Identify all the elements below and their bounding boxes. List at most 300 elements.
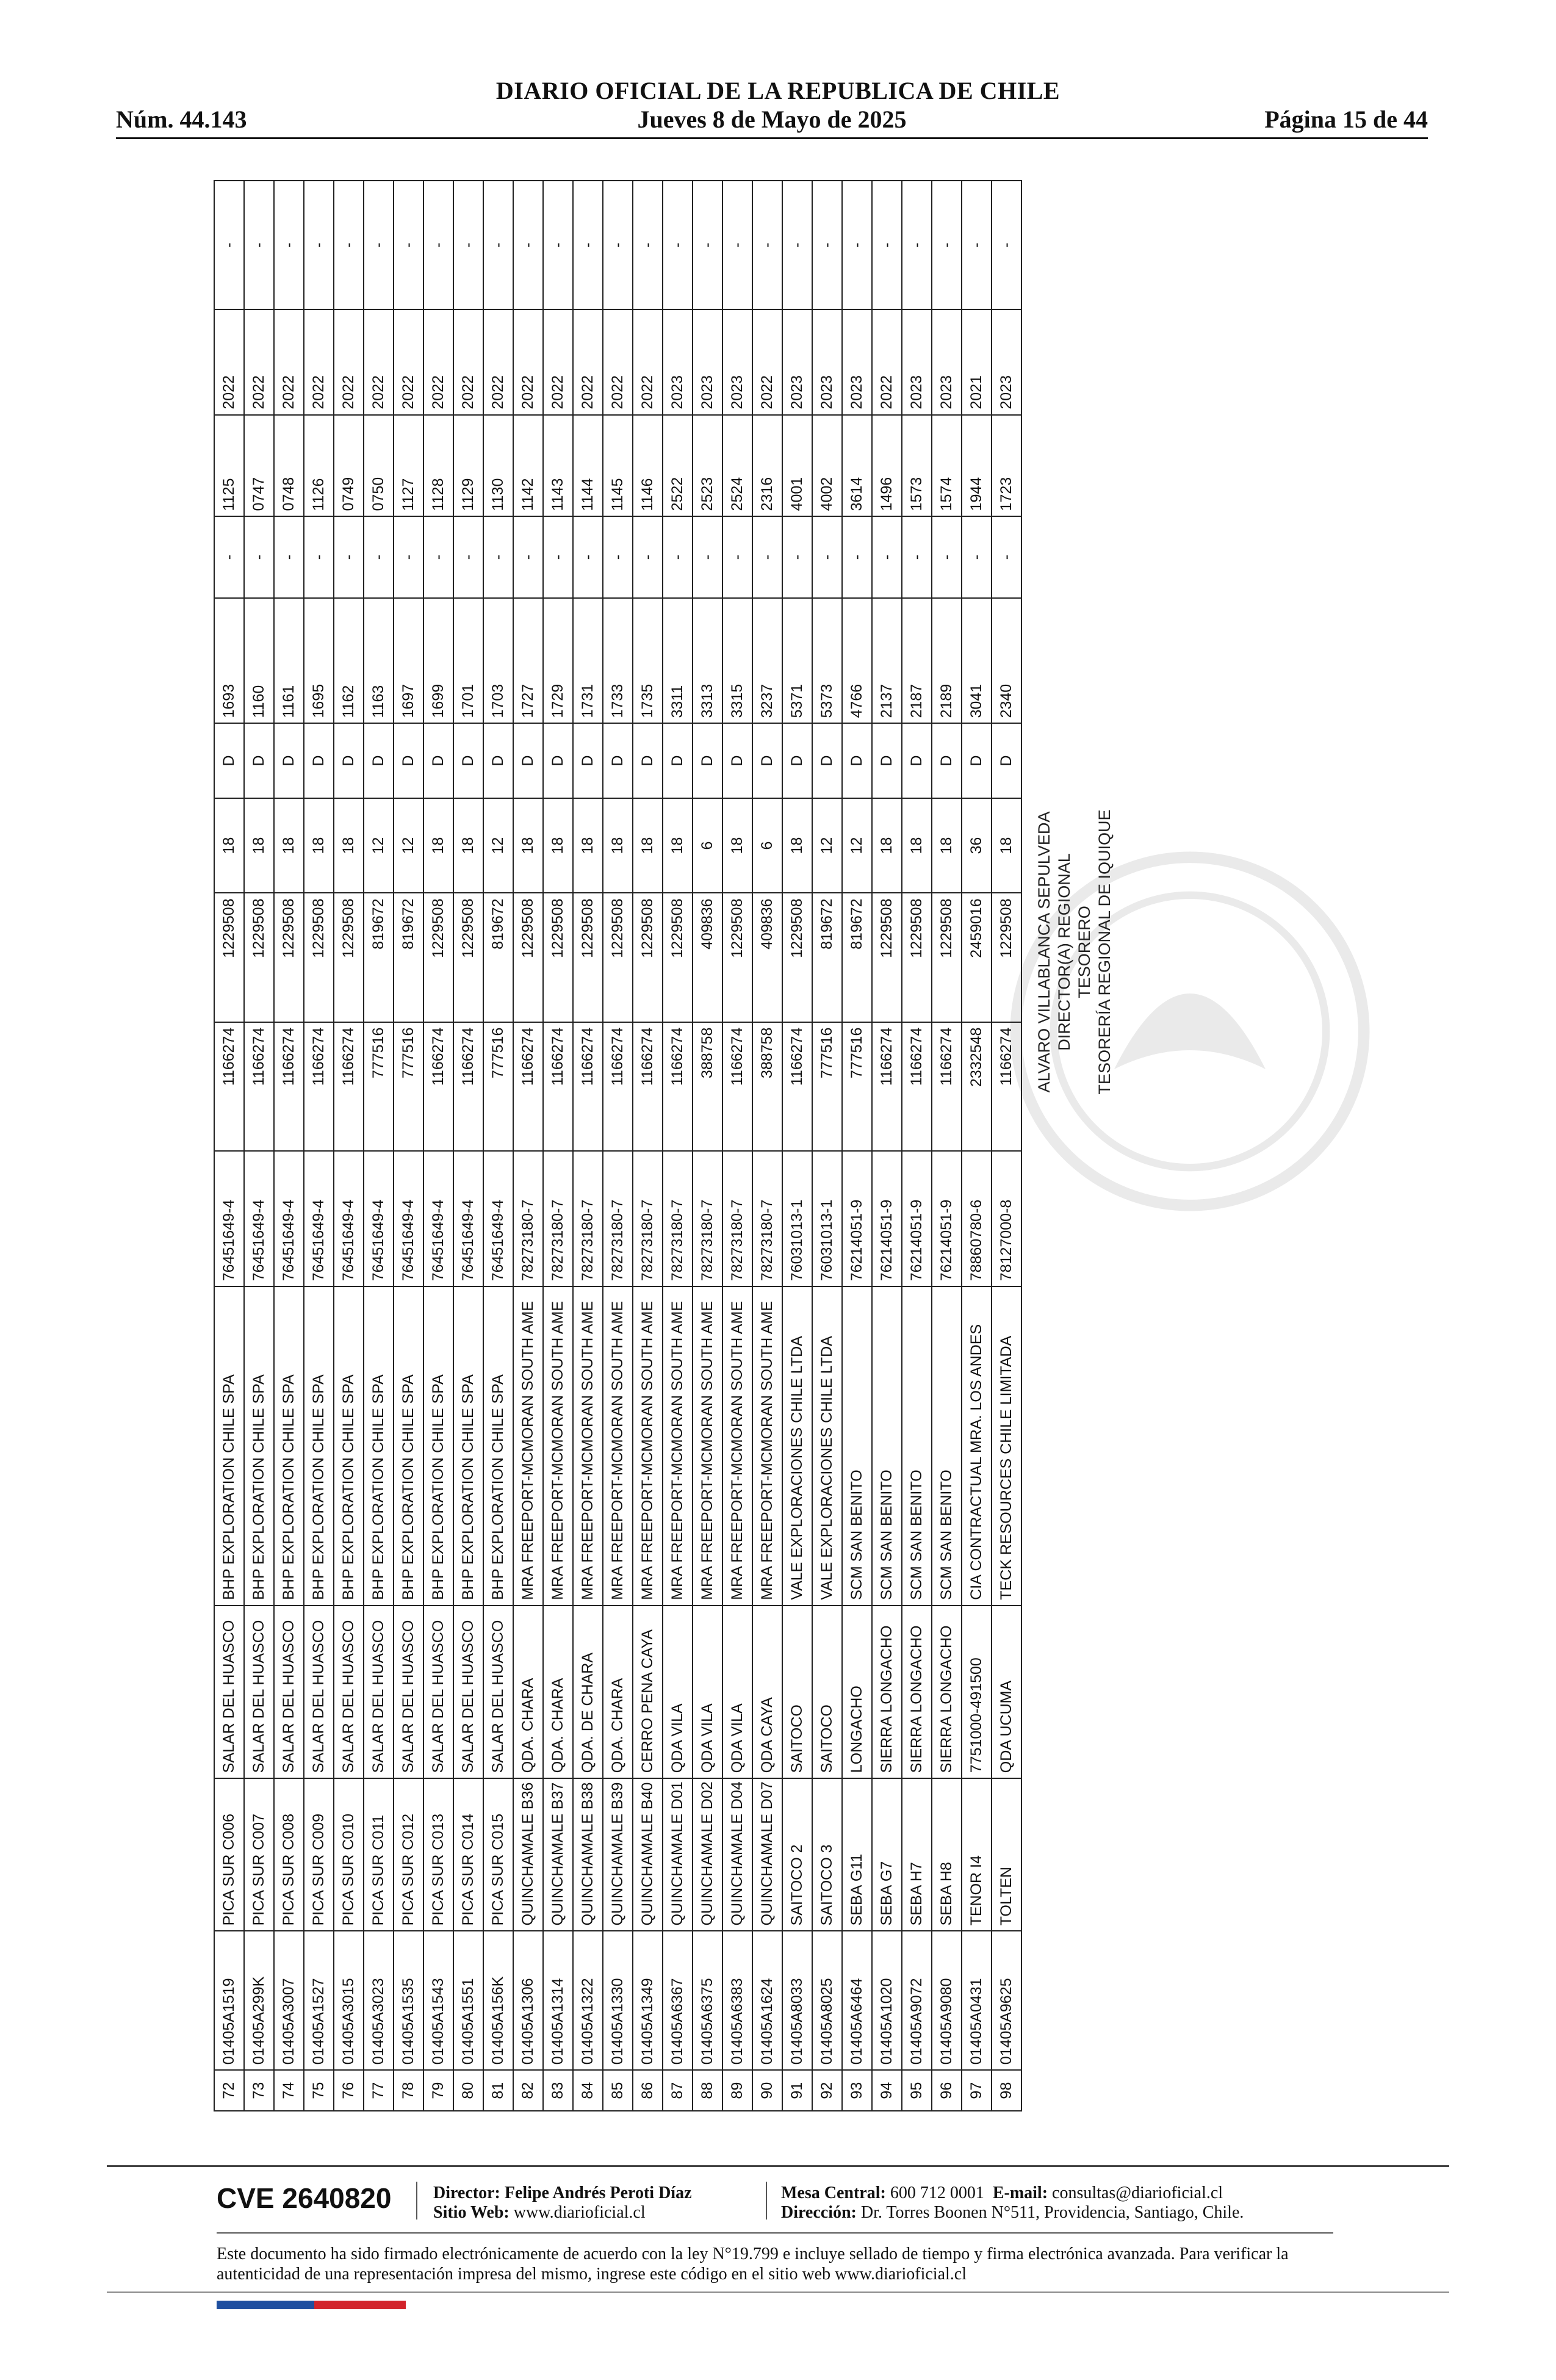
table-cell: MRA FREEPORT-MCMORAN SOUTH AME [543,1286,573,1606]
table-cell: BHP EXPLORATION CHILE SPA [274,1286,304,1606]
table-cell: 819672 [812,893,842,1022]
table-cell: 1126 [304,415,334,517]
table-cell: D [543,723,573,798]
table-cell: D [334,723,364,798]
director-name: Director: Felipe Andrés Peroti Díaz [433,2183,692,2202]
table-cell: 78273180-7 [513,1151,543,1286]
table-cell: - [842,516,872,597]
cve-code: CVE 2640820 [217,2182,392,2214]
table-cell: 1229508 [932,893,962,1022]
table-cell: - [483,181,513,309]
table-cell: SALAR DEL HUASCO [304,1606,334,1779]
table-cell: 1144 [573,415,603,517]
table-cell: 18 [663,798,693,893]
table-cell: D [663,723,693,798]
table-cell: 85 [603,2070,633,2111]
table-cell: 72 [214,2070,244,2111]
table-cell: 1229508 [603,893,633,1022]
issue-number: Núm. 44.143 [116,106,247,133]
table-cell: QUINCHAMALE B40 [633,1778,663,1931]
table-cell: - [214,516,244,597]
table-cell: QDA. CHARA [543,1606,573,1779]
table-cell: - [543,181,573,309]
table-cell: QDA VILA [722,1606,752,1779]
table-cell: 2023 [992,309,1021,414]
table-cell: - [334,181,364,309]
table-cell: 2022 [214,309,244,414]
table-cell: 01405A1314 [543,1931,573,2070]
table-cell: 2022 [483,309,513,414]
table-cell: 01405A9625 [992,1931,1021,2070]
table-cell: MRA FREEPORT-MCMORAN SOUTH AME [752,1286,782,1606]
table-row [304,181,334,2111]
table-cell: - [782,516,812,597]
table-row [214,181,244,2111]
table-cell: - [902,516,932,597]
table-cell: 01405A9072 [902,1931,932,2070]
table-cell: BHP EXPLORATION CHILE SPA [364,1286,394,1606]
table-cell: VALE EXPLORACIONES CHILE LTDA [812,1286,842,1606]
table-cell: 1727 [513,598,543,724]
table-cell: PICA SUR C009 [304,1778,334,1931]
table-cell: 2022 [603,309,633,414]
table-cell: 01405A8033 [782,1931,812,2070]
mesa-label: Mesa Central: [781,2183,886,2202]
concessions-table [214,180,1022,2111]
table-cell: 3041 [962,598,992,724]
table-cell: D [902,723,932,798]
table-cell: 3313 [693,598,722,724]
table-cell: QDA CAYA [752,1606,782,1779]
table-cell: - [423,516,453,597]
table-cell: SAITOCO 3 [812,1778,842,1931]
table-cell: QUINCHAMALE B37 [543,1778,573,1931]
signature-block [1034,586,1156,1318]
signer-office: TESORERÍA REGIONAL DE IQUIQUE [1095,809,1114,1095]
table-cell: D [453,723,483,798]
table-cell: 1166274 [782,1022,812,1151]
table-cell: - [543,516,573,597]
table-cell: D [513,723,543,798]
table-cell: 2022 [423,309,453,414]
table-cell: 12 [394,798,423,893]
table-cell: SALAR DEL HUASCO [244,1606,274,1779]
table-cell: 76031013-1 [782,1151,812,1286]
table-cell: BHP EXPLORATION CHILE SPA [394,1286,423,1606]
table-cell: 1166274 [513,1022,543,1151]
table-cell: 79 [423,2070,453,2111]
table-cell: 1166274 [274,1022,304,1151]
table-cell: 777516 [842,1022,872,1151]
table-cell: 1166274 [603,1022,633,1151]
table-cell: - [633,516,663,597]
table-cell: TECK RESOURCES CHILE LIMITADA [992,1286,1021,1606]
footer-separator [416,2182,417,2220]
table-cell: 819672 [364,893,394,1022]
table-cell: D [214,723,244,798]
table-cell: 1729 [543,598,573,724]
table-cell: - [244,516,274,597]
table-cell: 78273180-7 [573,1151,603,1286]
web-link[interactable]: www.diarioficial.cl [513,2203,646,2222]
legal-notice: Este documento ha sido firmado electrónicamente de acuerdo con la ley N°19.799 e incluye sellado de tiempo y firma electrónica avanzada. Para verificar la autenticidad de una representación impresa del mismo, ingrese este código en el sitio web www.diarioficial.cl [217,2245,1289,2284]
table-cell: - [693,181,722,309]
table-cell: 18 [304,798,334,893]
table-cell: 4766 [842,598,872,724]
table-cell: 1229508 [663,893,693,1022]
table-cell: 1166274 [543,1022,573,1151]
table-cell: 3315 [722,598,752,724]
table-cell: 18 [453,798,483,893]
table-cell: 2137 [872,598,902,724]
table-cell: - [304,516,334,597]
table-cell: 01405A6375 [693,1931,722,2070]
table-cell: 7751000-491500 [962,1606,992,1779]
table-cell: SALAR DEL HUASCO [453,1606,483,1779]
table-cell: VALE EXPLORACIONES CHILE LTDA [782,1286,812,1606]
table-cell: 18 [603,798,633,893]
table-cell: 2023 [782,309,812,414]
table-cell: - [752,181,782,309]
table-cell: 1699 [423,598,453,724]
table-cell: 1143 [543,415,573,517]
table-cell: D [872,723,902,798]
table-cell: BHP EXPLORATION CHILE SPA [483,1286,513,1606]
table-cell: 2023 [842,309,872,414]
table-cell: 1166274 [423,1022,453,1151]
table-cell: - [932,181,962,309]
table-cell: 1733 [603,598,633,724]
table-cell: PICA SUR C014 [453,1778,483,1931]
table-cell: QDA UCUMA [992,1606,1021,1779]
table-cell: MRA FREEPORT-MCMORAN SOUTH AME [603,1286,633,1606]
table-cell: TENOR I4 [962,1778,992,1931]
table-cell: 18 [992,798,1021,893]
table-cell: 1129 [453,415,483,517]
table-cell: 2022 [334,309,364,414]
table-cell: D [603,723,633,798]
table-cell: SALAR DEL HUASCO [483,1606,513,1779]
table-cell: 73 [244,2070,274,2111]
table-cell: 1229508 [543,893,573,1022]
table-cell: 1166274 [902,1022,932,1151]
table-cell: SALAR DEL HUASCO [214,1606,244,1779]
table-cell: 01405A3015 [334,1931,364,2070]
table-cell: 75 [304,2070,334,2111]
table-row [992,181,1021,2111]
table-cell: 76214051-9 [872,1151,902,1286]
table-row [274,181,304,2111]
table-cell: 92 [812,2070,842,2111]
mesa-phone: 600 712 0001 [890,2183,984,2202]
web-label: Sitio Web: [433,2203,510,2222]
table-cell: MRA FREEPORT-MCMORAN SOUTH AME [573,1286,603,1606]
table-cell: 2022 [752,309,782,414]
table-cell: SEBA H7 [902,1778,932,1931]
table-cell: D [752,723,782,798]
table-cell: 2022 [244,309,274,414]
footer-rule [107,2292,1449,2293]
table-cell: PICA SUR C010 [334,1778,364,1931]
table-cell: 1723 [992,415,1021,517]
table-cell: 1128 [423,415,453,517]
footer-rule [107,2165,1449,2167]
page-indicator: Página 15 de 44 [1264,106,1428,133]
table-row [603,181,633,2111]
table-cell: 1229508 [423,893,453,1022]
table-cell: 2022 [453,309,483,414]
table-cell: BHP EXPLORATION CHILE SPA [453,1286,483,1606]
table-cell: 1229508 [573,893,603,1022]
table-cell: 819672 [483,893,513,1022]
address-label: Dirección: [781,2203,857,2222]
table-cell: 1166274 [722,1022,752,1151]
table-cell: D [932,723,962,798]
table-cell: 76451649-4 [423,1151,453,1286]
table-cell: 01405A6383 [722,1931,752,2070]
table-cell: 2316 [752,415,782,517]
table-cell: - [304,181,334,309]
table-cell: QUINCHAMALE B39 [603,1778,633,1931]
table-cell: 76214051-9 [902,1151,932,1286]
table-cell: MRA FREEPORT-MCMORAN SOUTH AME [633,1286,663,1606]
table-cell: 777516 [812,1022,842,1151]
table-cell: 2022 [872,309,902,414]
table-cell: - [483,516,513,597]
table-cell: PICA SUR C007 [244,1778,274,1931]
table-cell: D [842,723,872,798]
table-cell: QUINCHAMALE D07 [752,1778,782,1931]
table-cell: 18 [244,798,274,893]
table-cell: - [962,516,992,597]
table-cell: SCM SAN BENITO [902,1286,932,1606]
table-cell: - [842,181,872,309]
signer-title: TESORERO [1075,906,1093,998]
table-cell: 1145 [603,415,633,517]
table-cell: SALAR DEL HUASCO [394,1606,423,1779]
table-cell: 90 [752,2070,782,2111]
table-cell: PICA SUR C013 [423,1778,453,1931]
table-cell: 2023 [693,309,722,414]
table-cell: 78273180-7 [633,1151,663,1286]
table-cell: 12 [364,798,394,893]
table-cell: BHP EXPLORATION CHILE SPA [214,1286,244,1606]
table-cell: 01405A299K [244,1931,274,2070]
header-row [116,105,1428,135]
table-cell: 1496 [872,415,902,517]
table-cell: 2189 [932,598,962,724]
table-cell: PICA SUR C006 [214,1778,244,1931]
table-row [244,181,274,2111]
table-cell: 2023 [663,309,693,414]
table-cell: - [364,516,394,597]
table-cell: 91 [782,2070,812,2111]
table-cell: 76451649-4 [304,1151,334,1286]
table-cell: SEBA H8 [932,1778,962,1931]
table-cell: 4001 [782,415,812,517]
table-cell: BHP EXPLORATION CHILE SPA [304,1286,334,1606]
table-cell: - [782,181,812,309]
table-cell: MRA FREEPORT-MCMORAN SOUTH AME [663,1286,693,1606]
table-cell: 77 [364,2070,394,2111]
table-cell: 01405A6464 [842,1931,872,2070]
table-cell: - [722,516,752,597]
table-cell: 1695 [304,598,334,724]
table-row [902,181,932,2111]
table-cell: - [752,516,782,597]
table-cell: D [722,723,752,798]
table-cell: QDA VILA [663,1606,693,1779]
table-cell: 76451649-4 [214,1151,244,1286]
table-cell: 01405A1020 [872,1931,902,2070]
table-cell: 95 [902,2070,932,2111]
table-cell: 1229508 [274,893,304,1022]
table-cell: 18 [423,798,453,893]
table-cell: 01405A0431 [962,1931,992,2070]
table-cell: 1229508 [902,893,932,1022]
table-cell: PICA SUR C015 [483,1778,513,1931]
table-row [423,181,453,2111]
table-cell: 1160 [244,598,274,724]
table-cell: D [304,723,334,798]
table-cell: 1125 [214,415,244,517]
table-cell: 76451649-4 [274,1151,304,1286]
table-cell: 1166274 [633,1022,663,1151]
table-cell: 1166274 [244,1022,274,1151]
table-cell: - [902,181,932,309]
table-cell: 01405A1519 [214,1931,244,2070]
table-cell: 18 [214,798,244,893]
table-cell: - [663,181,693,309]
table-cell: 18 [902,798,932,893]
table-cell: 1163 [364,598,394,724]
table-cell: PICA SUR C011 [364,1778,394,1931]
table-cell: 76031013-1 [812,1151,842,1286]
table-cell: 1229508 [334,893,364,1022]
table-cell: 3311 [663,598,693,724]
table-cell: 2022 [543,309,573,414]
table-cell: 819672 [842,893,872,1022]
signer-name: ALVARO VILLABLANCA SEPULVEDA [1035,811,1053,1093]
table-cell: 5371 [782,598,812,724]
table-cell: 2022 [364,309,394,414]
table-cell: PICA SUR C012 [394,1778,423,1931]
table-cell: D [782,723,812,798]
table-cell: 78860780-6 [962,1151,992,1286]
table-cell: 18 [573,798,603,893]
table-cell: QDA. CHARA [603,1606,633,1779]
table-cell: 1229508 [872,893,902,1022]
table-cell: D [244,723,274,798]
table-cell: QDA. CHARA [513,1606,543,1779]
table-row [752,181,782,2111]
table-cell: QDA. DE CHARA [573,1606,603,1779]
table-cell: 2022 [304,309,334,414]
table-cell: 2022 [513,309,543,414]
table-cell: 18 [543,798,573,893]
table-cell: 78273180-7 [663,1151,693,1286]
table-cell: 18 [782,798,812,893]
table-cell: 18 [633,798,663,893]
table-cell: 1130 [483,415,513,517]
table-cell: D [962,723,992,798]
table-cell: 1574 [932,415,962,517]
table-cell: 1229508 [453,893,483,1022]
table-cell: 1166274 [573,1022,603,1151]
table-cell: D [812,723,842,798]
email-link[interactable]: consultas@diarioficial.cl [1052,2183,1223,2202]
table-cell: - [513,181,543,309]
table-cell: D [483,723,513,798]
flag-bar-blue [217,2301,314,2309]
table-cell: 01405A1527 [304,1931,334,2070]
table-cell: D [573,723,603,798]
table-cell: 2022 [573,309,603,414]
table-cell: SCM SAN BENITO [872,1286,902,1606]
table-cell: 78273180-7 [693,1151,722,1286]
table-cell: 2023 [722,309,752,414]
table-cell: 76451649-4 [483,1151,513,1286]
table-row [812,181,842,2111]
table-cell: 1229508 [304,893,334,1022]
table-cell: 01405A1330 [603,1931,633,2070]
table-cell: 5373 [812,598,842,724]
table-cell: 0749 [334,415,364,517]
table-cell: 388758 [693,1022,722,1151]
table-cell: D [364,723,394,798]
table-cell: - [423,181,453,309]
table-cell: MRA FREEPORT-MCMORAN SOUTH AME [693,1286,722,1606]
table-cell: 1735 [633,598,663,724]
table-cell: 98 [992,2070,1021,2111]
table-cell: - [573,181,603,309]
table-cell: 01405A1624 [752,1931,782,2070]
table-row [722,181,752,2111]
table-cell: D [992,723,1021,798]
table-row [394,181,423,2111]
table-cell: SAITOCO 2 [782,1778,812,1931]
table-cell: 409836 [752,893,782,1022]
table-cell: - [603,516,633,597]
table-cell: 78273180-7 [752,1151,782,1286]
table-row [364,181,394,2111]
table-cell: 01405A8025 [812,1931,842,2070]
table-cell: - [872,181,902,309]
table-cell: 78273180-7 [603,1151,633,1286]
table-row [842,181,872,2111]
table-cell: D [693,723,722,798]
table-cell: 76451649-4 [244,1151,274,1286]
table-cell: - [992,516,1021,597]
table-cell: 1229508 [633,893,663,1022]
table-cell: 1731 [573,598,603,724]
table-cell: - [872,516,902,597]
table-cell: 76451649-4 [364,1151,394,1286]
table-cell: 1127 [394,415,423,517]
table-cell: 1146 [633,415,663,517]
table-cell: 2021 [962,309,992,414]
table-cell: 1166274 [663,1022,693,1151]
table-cell: 388758 [752,1022,782,1151]
table-cell: SCM SAN BENITO [932,1286,962,1606]
table-cell: SALAR DEL HUASCO [334,1606,364,1779]
table-cell: 819672 [394,893,423,1022]
table-cell: 1166274 [304,1022,334,1151]
table-cell: 01405A3023 [364,1931,394,2070]
table-cell: 0748 [274,415,304,517]
footer-separator [766,2182,767,2220]
table-cell: SIERRA LONGACHO [932,1606,962,1779]
